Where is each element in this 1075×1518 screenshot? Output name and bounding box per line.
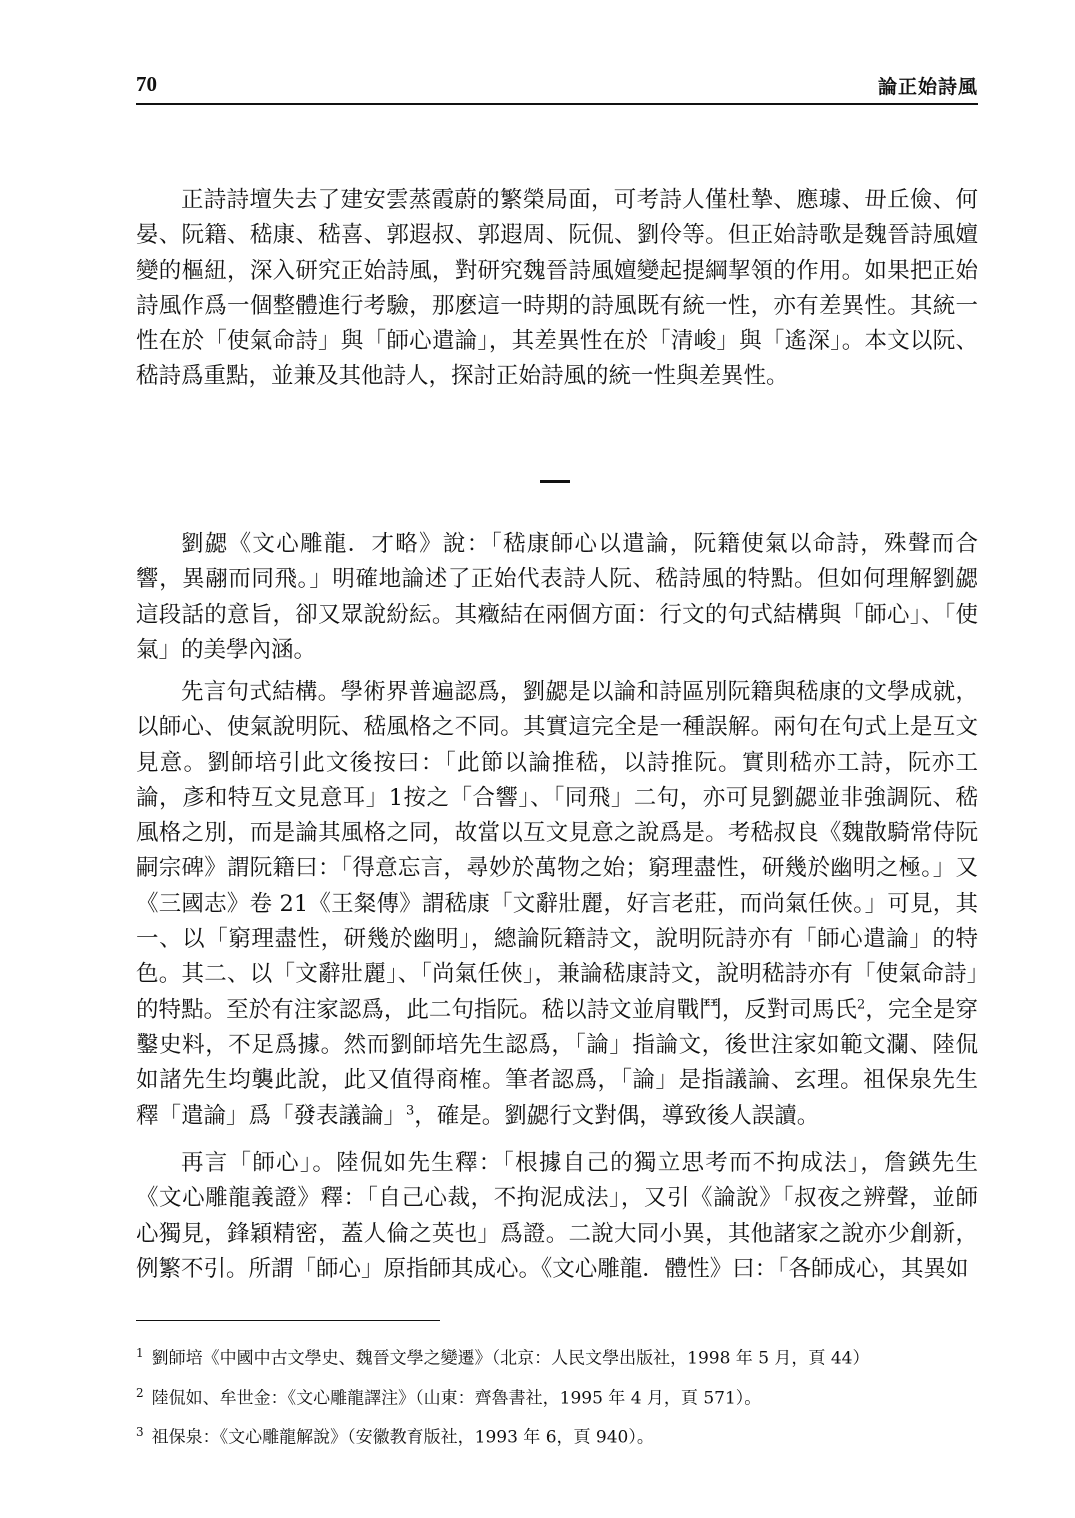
section-marker [540, 480, 570, 483]
paragraph-2-text-a: 先言句式結構。學術界普遍認爲，劉勰是以論和詩區別阮籍與嵇康的文學成就，以師心、使氣說明阮、嵇風格之不同。其實這完全是一種誤解。兩句在句式上是互文見意。劉師培引此文後按曰：「此節以論推嵇，以詩推阮。實則嵇亦工詩，阮亦工論，彥和特互文見意耳」1按之「合響」、「同飛」二句，亦可見劉勰並非強調阮、嵇風格之別，而是論其風格之同，故當以互文見意之說爲是。考嵇叔良《魏散騎常侍阮嗣宗碑》謂阮籍曰：「得意忘言，尋妙於萬物之始；窮理盡性，研幾於幽明之極。」又《三國志》卷 21《王粲傳》謂嵇康「文辭壯麗，好言老莊，而尚氣任俠。」可見，其一、以「窮理盡性，研幾於幽明」，總論阮籍詩文，說明阮詩亦有「師心遣論」的特色。其二、以「文辭壯麗」、「尚氣任俠」，兼論嵇康詩文，說明嵇詩亦有「使氣命詩」的特點。至於有注家認爲，此二句指阮。嵇以詩文並肩戰鬥，反對司馬氏 [136, 679, 978, 1023]
footnote-text: 陸侃如、牟世金：《文心雕龍譯注》（山東：齊魯書社，1995 年 4 月，頁 571）。 [151, 1388, 762, 1409]
section-paragraph-2 [136, 675, 978, 1134]
footnote-number: 3 [136, 1425, 144, 1440]
footnote-text: 劉師培《中國中古文學史、魏晉文學之變遷》（北京：人民文學出版社，1998 年 5 月，頁 44） [151, 1348, 870, 1369]
intro-paragraph: 正詩詩壇失去了建安雲蒸霞蔚的繁榮局面，可考詩人僅杜摯、應璩、毌丘儉、何晏、阮籍、嵇康、嵇喜、郭遐叔、郭遐周、阮侃、劉伶等。但正始詩歌是魏晉詩風嬗變的樞紐，深入研究正始詩風，對研究魏晉詩風嬗變起提綱挈領的作用。如果把正始詩風作爲一個整體進行考驗，那麽這一時期的詩風既有統一性，亦有差異性。其統一性在於「使氣命詩」與「師心遣論」，其差異性在於「清峻」與「遙深」。本文以阮、嵇詩爲重點，並兼及其他詩人，探討正始詩風的統一性與差異性。 [136, 187, 978, 390]
page-number: 70 [136, 72, 157, 96]
page-header [136, 72, 978, 106]
footnotes [136, 1338, 978, 1457]
running-title: 論正始詩風 [877, 76, 978, 98]
footnote [136, 1338, 978, 1374]
footnote-ref-2[interactable]: 2 [857, 997, 866, 1013]
paragraph-2-text-b: ，完全是穿鑿史料，不足爲據。然而劉師培先生認爲，「論」指論文，後世注家如範文瀾、陸侃如諸先生均襲此說，此又值得商榷。筆者認爲，「論」是指議論、玄理。祖保泉先生釋「遣論」爲「發表議論」 [136, 996, 978, 1129]
section-paragraph-3: 再言「師心」。陸侃如先生釋：「根據自己的獨立思考而不拘成法」，詹鍈先生《文心雕龍義證》釋：「自己心裁，不拘泥成法」，又引《論說》「叔夜之辨聲，並師心獨見，鋒穎精密，蓋人倫之英也」爲證。二說大同小異，其他諸家之說亦少創新，例繁不引。所謂「師心」原指師其成心。《文心雕龍．體性》曰：「各師成心，其異如 [136, 1150, 978, 1282]
header-rule [136, 103, 978, 105]
footnote [136, 1417, 978, 1453]
paragraph-2-text-c: ，確是。劉勰行文對偶，導致後人誤讀。 [414, 1102, 820, 1129]
footnote [136, 1378, 978, 1414]
footnote-number: 1 [136, 1346, 144, 1360]
footnote-rule [136, 1320, 440, 1321]
footnote-ref-3[interactable]: 3 [406, 1103, 415, 1119]
footnote-text: 祖保泉：《文心雕龍解說》（安徽教育版社，1993 年 6，頁 940）。 [151, 1427, 654, 1448]
footnote-number: 2 [136, 1385, 144, 1400]
section-paragraph-1: 劉勰《文心雕龍．才略》說：「嵇康師心以遣論，阮籍使氣以命詩，殊聲而合響，異翮而同飛。」明確地論述了正始代表詩人阮、嵇詩風的特點。但如何理解劉勰這段話的意旨，卻又眾說紛紜。其癥結在兩個方面：行文的句式結構與「師心」、「使氣」的美學內涵。 [136, 531, 978, 663]
